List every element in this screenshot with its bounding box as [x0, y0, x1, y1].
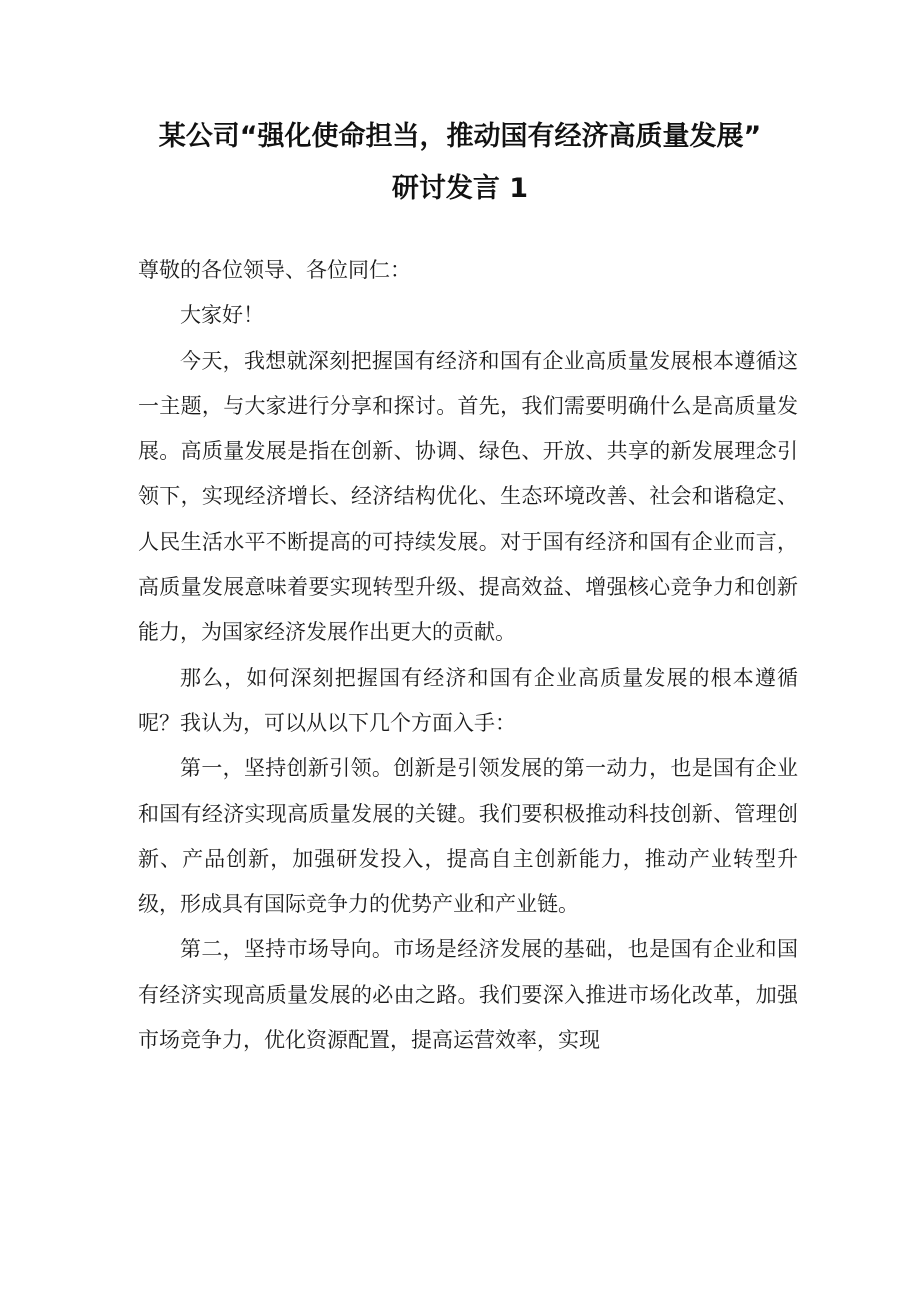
document-title-line-1: 某公司“强化使命担当，推动国有经济高质量发展” — [158, 121, 762, 152]
paragraph-point-1: 第一，坚持创新引领。创新是引领发展的第一动力，也是国有企业和国有经济实现高质量发展的关键。我们要积极推动科技创新、管理创新、产品创新，加强研发投入，提高自主创新能力，推动产业转型升级，形成具有国际竞争力的优势产业和产业链。 — [138, 756, 798, 917]
paragraph-question: 那么，如何深刻把握国有经济和国有企业高质量发展的根本遵循呢？我认为，可以从以下几个方面入手： — [138, 665, 798, 735]
document-body — [138, 248, 798, 1063]
salutation: 尊敬的各位领导、各位同仁： — [138, 258, 411, 282]
paragraph-introduction: 今天，我想就深刻把握国有经济和国有企业高质量发展根本遵循这一主题，与大家进行分享和探讨。首先，我们需要明确什么是高质量发展。高质量发展是指在创新、协调、绿色、开放、共享的新发展理念引领下，实现经济增长、经济结构优化、生态环境改善、社会和谐稳定、人民生活水平不断提高的可持续发展。对于国有经济和国有企业而言，高质量发展意味着要实现转型升级、提高效益、增强核心竞争力和创新能力，为国家经济发展作出更大的贡献。 — [138, 348, 798, 645]
paragraph-point-2: 第二，坚持市场导向。市场是经济发展的基础，也是国有企业和国有经济实现高质量发展的必由之路。我们要深入推进市场化改革，加强市场竞争力，优化资源配置，提高运营效率，实现 — [138, 937, 798, 1053]
paragraph-greeting: 大家好！ — [180, 303, 264, 328]
document-title-line-2: 研讨发言 1 — [391, 173, 529, 204]
